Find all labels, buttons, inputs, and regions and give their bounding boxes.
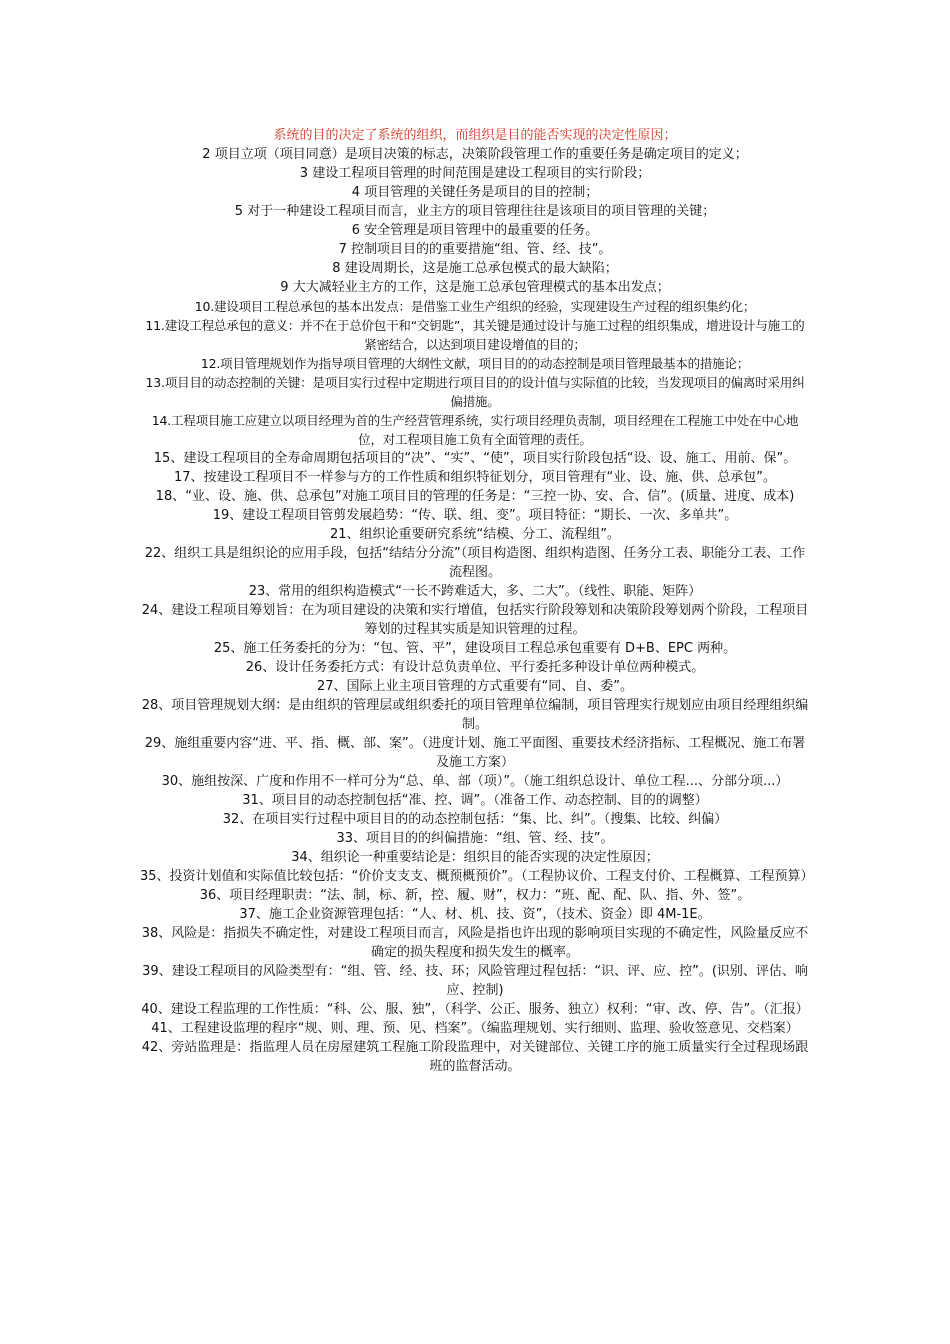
text-line-17: 17、按建设工程项目不一样参与方的工作性质和组织特征划分，项目管理有“业、设、施、供、总承包”。 bbox=[173, 470, 776, 485]
text-line-24: 24、建设工程项目筹划旨：在为项目建设的决策和实行增值，包括实行阶段筹划和决策阶段筹划两个阶段，工程项目筹划的过程其实质是知识管理的过程。 bbox=[141, 603, 809, 637]
text-line-30: 30、施组按深、广度和作用不一样可分为“总、单、部（项）”。（施工组织总设计、单位工程...、分部分项...） bbox=[161, 774, 789, 789]
text-line-18: 18、“业、设、施、供、总承包”对施工项目目的管理的任务是：“三控一协、安、合、信”。(质量、进度、成本) bbox=[155, 489, 795, 504]
text-line-32: 32、在项目实行过程中项目目的的动态控制包括：“集、比、纠”。（搜集、比较、纠偏） bbox=[222, 812, 728, 827]
text-line-23: 23、常用的组织构造模式“一长不跨难适大，多、二大”。（线性、职能、矩阵） bbox=[248, 584, 702, 599]
text-line-36: 36、项目经理职责：“法、制，标、新，控、履、财”，权力：“班、配、配、队、指、外、签”。 bbox=[199, 888, 751, 903]
text-line-42: 42、旁站监理是：指监理人员在房屋建筑工程施工阶段监理中，对关键部位、关键工序的施工质量实行全过程现场跟班的监督活动。 bbox=[141, 1040, 809, 1074]
text-line-29: 29、施组重要内容“进、平、指、概、部、案”。（进度计划、施工平面图、重要技术经济指标、工程概况、施工布署及施工方案） bbox=[144, 736, 806, 770]
text-line-33: 33、项目目的的纠偏措施：“组、管、经、技”。 bbox=[336, 831, 614, 846]
text-line-14: 14.工程项目施工应建立以项目经理为首的生产经营管理系统，实行项目经理负责制，项目经理在工程施工中处在中心地位，对工程项目施工负有全面管理的责任。 bbox=[151, 413, 799, 447]
text-line-8: 8 建设周期长，这是施工总承包模式的最大缺陷； bbox=[332, 261, 618, 276]
text-line-27: 27、国际上业主项目管理的方式重要有“同、自、委”。 bbox=[316, 679, 633, 694]
text-line-6: 6 安全管理是项目管理中的最重要的任务。 bbox=[351, 223, 599, 238]
text-line-37: 37、施工企业资源管理包括：“人、材、机、技、资”，（技术、资金）即 4M-1E。 bbox=[239, 907, 711, 922]
text-line-26: 26、设计任务委托方式：有设计总负责单位、平行委托多种设计单位两种模式。 bbox=[245, 660, 705, 675]
text-line-3: 3 建设工程项目管理的时间范围是建设工程项目的实行阶段； bbox=[299, 166, 651, 181]
text-line-28: 28、项目管理规划大纲：是由组织的管理层或组织委托的项目管理单位编制，项目管理实行规划应由项目经理组织编制。 bbox=[141, 698, 809, 732]
text-line-34: 34、组织论一种重要结论是：组织目的能否实现的决定性原因； bbox=[291, 850, 659, 865]
text-line-2: 2 项目立项（项目同意）是项目决策的标志，决策阶段管理工作的重要任务是确定项目的定义； bbox=[202, 147, 748, 162]
text-line-7: 7 控制项目目的的重要措施“组、管、经、技”。 bbox=[338, 242, 612, 257]
text-line-19: 19、建设工程项目管剪发展趋势：“传、联、组、变”。项目特征：“期长、一次、多单共”。 bbox=[212, 508, 738, 523]
document-body bbox=[140, 126, 814, 1076]
text-line-4: 4 项目管理的关键任务是项目的目的控制； bbox=[351, 185, 599, 200]
text-line-22: 22、组织工具是组织论的应用手段，包括“结结分分流”（项目构造图、组织构造图、任务分工表、职能分工表、工作流程图。 bbox=[144, 546, 806, 580]
text-line-35: 35、投资计划值和实际值比较包括：“价价支支支、概预概预价”。（工程协议价、工程支付价、工程概算、工程预算） bbox=[140, 869, 814, 884]
text-line-31: 31、项目目的动态控制包括“准、控、调”。（准备工作、动态控制、目的的调整） bbox=[242, 793, 708, 808]
text-line-15: 15、建设工程项目的全寿命周期包括项目的“决”、“实”、“使”，项目实行阶段包括“设、设、施工、用前、保”。 bbox=[153, 451, 797, 466]
text-line-41: 41、工程建设监理的程序“规、则、理、预、见、档案”。（编监理规划、实行细则、监理、验收签意见、交档案） bbox=[151, 1021, 799, 1036]
text-line-11: 11.建设工程总承包的意义：并不在于总价包干和“交钥匙”，其关键是通过设计与施工过程的组织集成，增进设计与施工的紧密结合，以达到项目建设增值的目的； bbox=[145, 318, 805, 352]
text-line-38: 38、风险是：指损失不确定性，对建设工程项目而言，风险是指也许出现的影响项目实现的不确定性，风险量反应不确定的损失程度和损失发生的概率。 bbox=[141, 926, 809, 960]
text-line-9: 9 大大减轻业主方的工作，这是施工总承包管理模式的基本出发点； bbox=[280, 280, 670, 295]
text-line-10: 10.建设项目工程总承包的基本出发点：是借鉴工业生产组织的经验，实现建设生产过程的组织集约化； bbox=[194, 299, 756, 314]
text-line-lead: 系统的目的决定了系统的组织，而组织是目的能否实现的决定性原因； bbox=[273, 128, 677, 143]
text-line-40: 40、建设工程监理的工作性质：“科、公、服、独”，（科学、公正、服务、独立）权利：“审、改、停、告”。（汇报） bbox=[141, 1002, 809, 1017]
text-line-21: 21、组织论重要研究系统“结模、分工、流程组”。 bbox=[329, 527, 620, 542]
text-line-5: 5 对于一种建设工程项目而言，业主方的项目管理往往是该项目的项目管理的关键； bbox=[234, 204, 716, 219]
text-line-13: 13.项目目的动态控制的关键：是项目实行过程中定期进行项目目的的设计值与实际值的比较，当发现项目的偏离时采用纠偏措施。 bbox=[145, 375, 805, 409]
text-line-25: 25、施工任务委托的分为：“包、管、平”，建设项目工程总承包重要有 D+B、EPC 两种。 bbox=[213, 641, 737, 656]
text-line-12: 12.项目管理规划作为指导项目管理的大纲性文献，项目目的的动态控制是项目管理最基本的措施论； bbox=[200, 356, 750, 371]
text-line-39: 39、建设工程项目的风险类型有：“组、管、经、技、环；风险管理过程包括：“识、评、应、控”。(识别、评估、响应、控制) bbox=[142, 964, 808, 998]
